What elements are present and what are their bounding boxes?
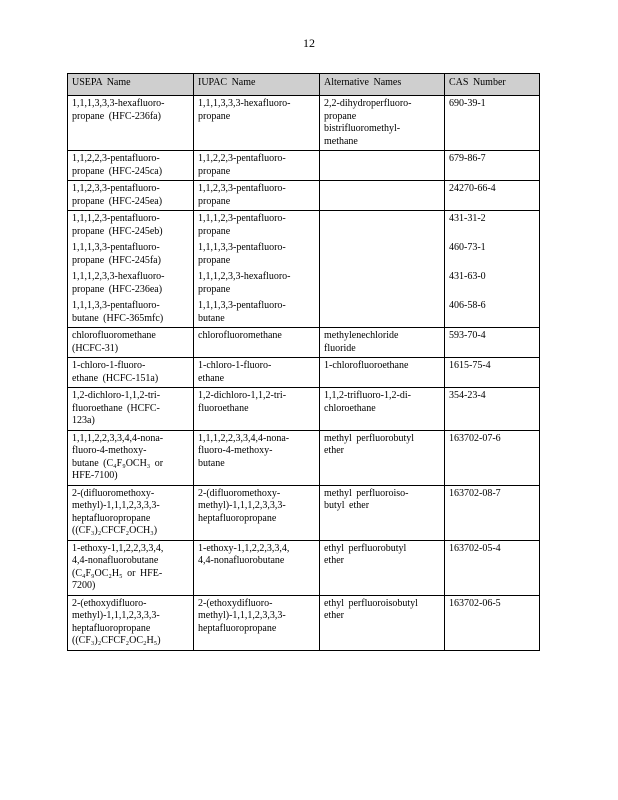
cell-text-line: methyl)-1,1,1,2,3,3,3- <box>198 610 286 621</box>
cell-text-line: heptafluoropropane <box>198 512 277 524</box>
iupac-name-cell <box>194 328 320 358</box>
cas-number: 163702-08-7 <box>449 487 501 499</box>
iupac-name-cell <box>194 269 320 298</box>
iupac-name-cell <box>194 151 320 181</box>
table-row <box>68 298 540 328</box>
cas-number-cell <box>445 388 540 431</box>
cell-text-line: methylenechloride <box>324 330 399 341</box>
table-row <box>68 358 540 388</box>
cell-text-line: 4,4-nonafluorobutane <box>72 555 159 566</box>
cell-text-line: 2,2-dihydroperfluoro- <box>324 98 412 109</box>
cas-number-cell <box>445 358 540 388</box>
cell-text-line: 1,1,1,3,3,3-hexafluoro- <box>72 98 165 109</box>
cell-text-line: heptafluoropropane <box>72 512 151 524</box>
cell-text-line: ethyl perfluorobutyl <box>324 542 407 554</box>
iupac-name-cell <box>194 388 320 431</box>
cell-text-line: 1,1,1,3,3-pentafluoro- <box>72 300 160 311</box>
cell-text-line: 1,1,1,2,3,3-hexafluoro- <box>72 271 165 282</box>
cell-text-line: butane (HFC-365mfc) <box>72 312 164 324</box>
table-row <box>68 181 540 211</box>
cell-text-line: propane <box>198 195 231 207</box>
usepa-name-cell <box>68 485 194 540</box>
alternative-names-cell <box>320 540 445 595</box>
cas-number-cell <box>445 430 540 485</box>
table-header-row <box>68 74 540 96</box>
alternative-names-cell <box>320 96 445 151</box>
cell-text-line: methyl)-1,1,1,2,3,3,3- <box>198 500 286 511</box>
cell-text-line: 1,1,2,3,3-pentafluoro- <box>72 183 160 194</box>
cell-text-line: 2-(difluoromethoxy- <box>72 487 155 499</box>
cell-text-line: 1-ethoxy-1,1,2,2,3,3,4, <box>72 542 164 554</box>
usepa-name-cell <box>68 96 194 151</box>
iupac-name-cell <box>194 430 320 485</box>
cell-text-line: propane (HFC-245ea) <box>72 195 163 207</box>
cell-text-line: butane (C₄F₉OCH₃ or <box>72 457 164 469</box>
cas-number-cell <box>445 211 540 241</box>
cell-text-line: 1,1,1,3,3,3-hexafluoro- <box>198 98 291 109</box>
header-usepa-name: USEPA Name <box>68 74 194 96</box>
cas-number: 1615-75-4 <box>449 360 491 371</box>
alternative-names-cell <box>320 485 445 540</box>
alternative-names-cell <box>320 388 445 431</box>
cell-text-line: 1,1,2,3,3-pentafluoro- <box>198 183 286 194</box>
cell-text-line: propane <box>198 254 231 266</box>
cell-text-line: chloroethane <box>324 402 376 414</box>
cell-text-line: ethane <box>198 372 225 384</box>
cas-number: 460-73-1 <box>449 242 486 253</box>
cas-number: 163702-06-5 <box>449 597 501 609</box>
table-row <box>68 240 540 269</box>
usepa-name-cell <box>68 430 194 485</box>
cell-text-line: 1,1,1,2,3-pentafluoro- <box>72 213 160 224</box>
table-row <box>68 485 540 540</box>
cell-text-line: chlorofluoromethane <box>198 330 282 341</box>
cell-text-line: ethyl perfluoroisobutyl <box>324 597 418 609</box>
alternative-names-cell <box>320 211 445 241</box>
cas-number: 431-63-0 <box>449 271 486 282</box>
cas-number-cell <box>445 151 540 181</box>
table-row <box>68 269 540 298</box>
table-row <box>68 96 540 151</box>
cell-text-line: fluoroethane <box>198 402 249 414</box>
table-row <box>68 540 540 595</box>
cell-text-line: propane (HFC-245eb) <box>72 225 163 237</box>
cell-text-line: 1,1,2,2,3-pentafluoro- <box>198 153 286 164</box>
usepa-name-cell <box>68 151 194 181</box>
iupac-name-cell <box>194 240 320 269</box>
cell-text-line: 1,2-dichloro-1,1,2-tri- <box>72 390 161 401</box>
cell-text-line: (C₄F₉OC₂H₅ or HFE- <box>72 567 163 579</box>
cas-number-cell <box>445 485 540 540</box>
cas-number-cell <box>445 298 540 328</box>
alternative-names-cell <box>320 151 445 181</box>
table-row <box>68 211 540 241</box>
cell-text-line: fluoro-4-methoxy- <box>72 445 147 456</box>
iupac-name-cell <box>194 181 320 211</box>
cell-text-line: propane <box>198 165 231 177</box>
iupac-name-cell <box>194 96 320 151</box>
table-row <box>68 595 540 650</box>
table-row <box>68 430 540 485</box>
cell-text-line: butyl ether <box>324 500 370 511</box>
cell-text-line: methyl)-1,1,1,2,3,3,3- <box>72 500 160 511</box>
table-row <box>68 328 540 358</box>
cell-text-line: 1,1,1,2,3,3-hexafluoro- <box>198 271 291 282</box>
iupac-name-cell <box>194 485 320 540</box>
cas-number: 24270-66-4 <box>449 183 496 194</box>
cell-text-line: propane <box>198 225 231 237</box>
usepa-name-cell <box>68 211 194 241</box>
cell-text-line: heptafluoropropane <box>198 622 277 634</box>
cas-number: 679-86-7 <box>449 153 486 164</box>
usepa-name-cell <box>68 269 194 298</box>
cell-text-line: methane <box>324 135 358 147</box>
cell-text-line: fluoride <box>324 342 356 354</box>
table-row <box>68 151 540 181</box>
cell-text-line: 7200) <box>72 580 96 591</box>
usepa-name-cell <box>68 181 194 211</box>
alternative-names-cell <box>320 181 445 211</box>
cell-text-line: ether <box>324 610 344 621</box>
cell-text-line: propane (HFC-236fa) <box>72 110 161 122</box>
usepa-name-cell <box>68 388 194 431</box>
cell-text-line: ether <box>324 555 344 566</box>
cell-text-line: methyl)-1,1,1,2,3,3,3- <box>72 610 160 621</box>
cell-text-line: 1-ethoxy-1,1,2,2,3,3,4, <box>198 542 290 554</box>
cell-text-line: heptafluoropropane <box>72 622 151 634</box>
cell-text-line: propane (HFC-245ca) <box>72 165 163 177</box>
alternative-names-cell <box>320 328 445 358</box>
cas-number: 406-58-6 <box>449 300 486 311</box>
page-number: 12 <box>303 36 315 50</box>
cas-number-cell <box>445 181 540 211</box>
cas-number-cell <box>445 96 540 151</box>
cell-text-line: 2-(ethoxydifluoro- <box>72 597 147 609</box>
header-cas-number: CAS Number <box>445 74 540 96</box>
cell-text-line: methyl perfluoroiso- <box>324 487 409 499</box>
cell-text-line: methyl perfluorobutyl <box>324 432 415 444</box>
cas-number: 354-23-4 <box>449 390 486 401</box>
header-alternative-names: Alternative Names <box>320 74 445 96</box>
cell-text-line: 123a) <box>72 415 95 426</box>
cell-text-line: butane <box>198 457 225 469</box>
cell-text-line: propane <box>198 110 231 122</box>
alternative-names-cell <box>320 358 445 388</box>
cell-text-line: 1,1,2-trifluoro-1,2-di- <box>324 390 411 401</box>
cell-text-line: 2-(ethoxydifluoro- <box>198 597 273 609</box>
cell-text-line: ethane (HCFC-151a) <box>72 372 159 384</box>
cell-text-line: (HCFC-31) <box>72 342 119 354</box>
cell-text-line: 1,1,1,2,2,3,3,4,4-nona- <box>198 432 290 444</box>
iupac-name-cell <box>194 211 320 241</box>
cas-number-cell <box>445 240 540 269</box>
cell-text-line: 1,1,1,3,3-pentafluoro- <box>198 300 286 311</box>
iupac-name-cell <box>194 298 320 328</box>
cas-number-cell <box>445 540 540 595</box>
cell-text-line: ((CF₃)₂CFCF₂OC₂H₅) <box>72 635 161 646</box>
cell-text-line: ether <box>324 445 344 456</box>
table-row <box>68 388 540 431</box>
cas-number: 431-31-2 <box>449 213 486 224</box>
table-body <box>68 96 540 651</box>
cas-number: 690-39-1 <box>449 98 486 109</box>
header-iupac-name: IUPAC Name <box>194 74 320 96</box>
cell-text-line: propane <box>324 110 357 122</box>
alternative-names-cell <box>320 240 445 269</box>
cell-text-line: chlorofluoromethane <box>72 330 156 341</box>
cas-number-cell <box>445 269 540 298</box>
cas-number-cell <box>445 328 540 358</box>
usepa-name-cell <box>68 240 194 269</box>
cell-text-line: fluoroethane (HCFC- <box>72 402 160 414</box>
usepa-name-cell <box>68 298 194 328</box>
cell-text-line: 2-(difluoromethoxy- <box>198 487 281 499</box>
cell-text-line: 1,1,1,2,3-pentafluoro- <box>198 213 286 224</box>
cell-text-line: propane <box>198 283 231 295</box>
iupac-name-cell <box>194 595 320 650</box>
alternative-names-cell <box>320 298 445 328</box>
cas-number: 163702-07-6 <box>449 432 501 444</box>
cell-text-line: fluoro-4-methoxy- <box>198 445 273 456</box>
usepa-name-cell <box>68 358 194 388</box>
cell-text-line: butane <box>198 312 225 324</box>
iupac-name-cell <box>194 540 320 595</box>
cas-number: 163702-05-4 <box>449 542 501 554</box>
usepa-name-cell <box>68 328 194 358</box>
cas-number: 593-70-4 <box>449 330 486 341</box>
cell-text-line: ((CF₃)₂CFCF₂OCH₃) <box>72 525 158 536</box>
cell-text-line: 1-chlorofluoroethane <box>324 360 409 371</box>
cell-text-line: 4,4-nonafluorobutane <box>198 555 285 566</box>
alternative-names-cell <box>320 269 445 298</box>
cell-text-line: 1-chloro-1-fluoro- <box>72 360 146 371</box>
alternative-names-cell <box>320 595 445 650</box>
cell-text-line: propane (HFC-245fa) <box>72 254 161 266</box>
cas-number-cell <box>445 595 540 650</box>
cell-text-line: 1,1,1,3,3-pentafluoro- <box>72 242 160 253</box>
usepa-name-cell <box>68 595 194 650</box>
cell-text-line: 1,1,2,2,3-pentafluoro- <box>72 153 160 164</box>
alternative-names-cell <box>320 430 445 485</box>
cell-text-line: 1,1,1,2,2,3,3,4,4-nona- <box>72 432 164 444</box>
usepa-name-cell <box>68 540 194 595</box>
cell-text-line: propane (HFC-236ea) <box>72 283 163 295</box>
chemical-names-table <box>67 73 540 651</box>
cell-text-line: bistrifluoromethyl- <box>324 123 401 134</box>
cell-text-line: 1-chloro-1-fluoro- <box>198 360 272 371</box>
cell-text-line: 1,1,1,3,3-pentafluoro- <box>198 242 286 253</box>
cell-text-line: HFE-7100) <box>72 470 118 481</box>
cell-text-line: 1,2-dichloro-1,1,2-tri- <box>198 390 287 401</box>
iupac-name-cell <box>194 358 320 388</box>
